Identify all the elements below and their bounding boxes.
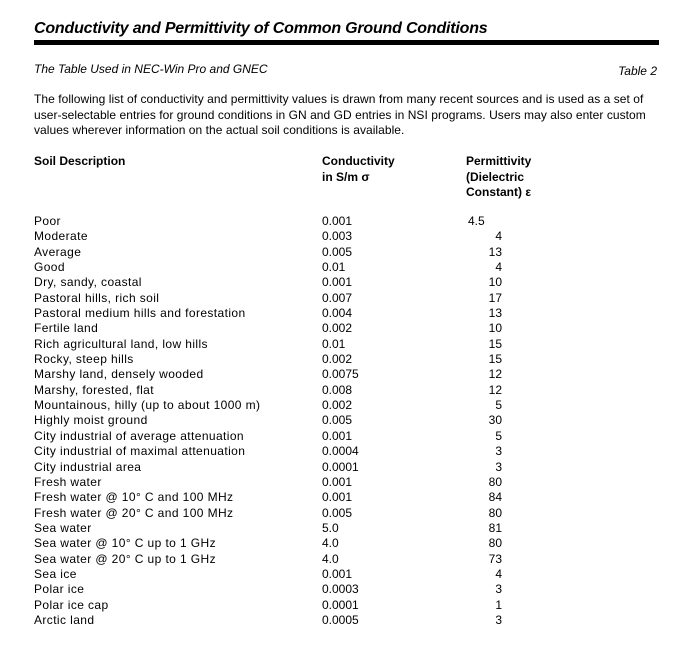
conductivity-cell: 0.003 <box>322 229 353 244</box>
soil-table-body <box>34 214 534 628</box>
soil-description-cell: City industrial of average attenuation <box>34 428 244 443</box>
table-row <box>34 229 534 244</box>
table-row <box>34 214 534 229</box>
soil-description-cell: Sea water @ 10° C up to 1 GHz <box>34 536 216 551</box>
conductivity-cell: 0.001 <box>322 566 353 581</box>
conductivity-cell: 0.01 <box>322 260 346 275</box>
soil-description-cell: Sea water <box>34 520 92 535</box>
soil-description-cell: Fresh water @ 10° C and 100 MHz <box>34 490 234 505</box>
table-row <box>34 490 534 505</box>
table-row <box>34 367 534 382</box>
table-row <box>34 245 534 260</box>
table-row <box>34 260 534 275</box>
permittivity-cell: 80 <box>488 505 502 520</box>
table-row <box>34 413 534 428</box>
conductivity-cell: 0.0004 <box>322 444 359 459</box>
permittivity-cell: 3 <box>495 612 502 627</box>
column-header-description: Soil Description <box>34 154 126 168</box>
soil-description-cell: Dry, sandy, coastal <box>34 275 142 290</box>
permittivity-cell: 17 <box>488 290 502 305</box>
table-row <box>34 460 534 475</box>
document-title: Conductivity and Permittivity of Common Ground Conditions <box>34 20 488 37</box>
table-row <box>34 337 534 352</box>
conductivity-cell: 0.002 <box>322 352 353 367</box>
permittivity-cell: 80 <box>488 474 502 489</box>
permittivity-cell: 4.5 <box>468 214 485 228</box>
conductivity-cell: 0.005 <box>322 244 353 259</box>
permittivity-cell: 1 <box>495 597 502 612</box>
permittivity-cell: 13 <box>488 244 502 259</box>
permittivity-cell: 10 <box>488 275 502 290</box>
conductivity-cell: 0.005 <box>322 505 353 520</box>
permittivity-cell: 4 <box>495 566 502 581</box>
conductivity-cell: 0.001 <box>322 214 353 228</box>
soil-description-cell: Moderate <box>34 229 88 244</box>
conductivity-cell: 0.0003 <box>322 582 359 597</box>
conductivity-cell: 0.001 <box>322 275 353 290</box>
table-row <box>34 552 534 567</box>
soil-description-cell: Poor <box>34 214 61 228</box>
column-header-conductivity: Conductivity in S/m σ <box>322 154 395 184</box>
soil-description-cell: Marshy land, densely wooded <box>34 367 204 382</box>
soil-description-cell: Good <box>34 260 65 275</box>
permittivity-cell: 13 <box>488 306 502 321</box>
conductivity-cell: 0.001 <box>322 490 353 505</box>
intro-paragraph: The following list of conductivity and permittivity values is drawn from many recent sources and is used as a set of user-selectable entries for ground conditions in GN and GD entries in NSI programs. Users may also enter custom values wherever information on the actual soil conditions is available. <box>34 92 646 137</box>
permittivity-cell: 73 <box>488 551 502 566</box>
table-row <box>34 536 534 551</box>
soil-description-cell: Arctic land <box>34 612 95 627</box>
permittivity-cell: 15 <box>488 352 502 367</box>
permittivity-cell: 3 <box>495 582 502 597</box>
soil-description-cell: Pastoral hills, rich soil <box>34 290 160 305</box>
table-row <box>34 383 534 398</box>
table-row <box>34 582 534 597</box>
table-row <box>34 444 534 459</box>
soil-description-cell: Fresh water <box>34 474 102 489</box>
permittivity-cell: 10 <box>488 321 502 336</box>
soil-description-cell: Fresh water @ 20° C and 100 MHz <box>34 505 234 520</box>
table-row <box>34 521 534 536</box>
conductivity-cell: 0.005 <box>322 413 353 428</box>
table-row <box>34 475 534 490</box>
soil-description-cell: Sea ice <box>34 566 77 581</box>
table-row <box>34 352 534 367</box>
soil-description-cell: Mountainous, hilly (up to about 1000 m) <box>34 398 261 413</box>
soil-description-cell: Highly moist ground <box>34 413 148 428</box>
soil-description-cell: Polar ice <box>34 582 85 597</box>
permittivity-cell: 3 <box>495 459 502 474</box>
permittivity-cell: 30 <box>488 413 502 428</box>
conductivity-cell: 0.001 <box>322 474 353 489</box>
soil-description-cell: Rich agricultural land, low hills <box>34 336 208 351</box>
permittivity-cell: 5 <box>495 428 502 443</box>
conductivity-cell: 0.002 <box>322 321 353 336</box>
conductivity-cell: 5.0 <box>322 520 339 535</box>
soil-description-cell: City industrial area <box>34 459 142 474</box>
soil-description-cell: Rocky, steep hills <box>34 352 134 367</box>
soil-description-cell: Average <box>34 244 82 259</box>
column-header-permittivity: Permittivity (Dielectric Constant) ε <box>466 154 532 199</box>
table-row <box>34 291 534 306</box>
table-row <box>34 613 534 628</box>
soil-description-cell: Marshy, forested, flat <box>34 382 154 397</box>
table-row <box>34 398 534 413</box>
conductivity-cell: 4.0 <box>322 536 339 551</box>
conductivity-cell: 0.01 <box>322 336 346 351</box>
title-rule <box>34 40 659 45</box>
table-row <box>34 321 534 336</box>
conductivity-cell: 0.008 <box>322 382 353 397</box>
document-subtitle: The Table Used in NEC-Win Pro and GNEC <box>34 62 268 76</box>
conductivity-cell: 0.0001 <box>322 597 359 612</box>
permittivity-cell: 80 <box>488 536 502 551</box>
permittivity-cell: 4 <box>495 260 502 275</box>
table-row <box>34 275 534 290</box>
soil-description-cell: Pastoral medium hills and forestation <box>34 306 246 321</box>
permittivity-cell: 3 <box>495 444 502 459</box>
table-label: Table 2 <box>618 64 657 78</box>
table-row <box>34 598 534 613</box>
table-row <box>34 506 534 521</box>
conductivity-cell: 0.0075 <box>322 367 359 382</box>
permittivity-cell: 84 <box>488 490 502 505</box>
conductivity-cell: 0.0001 <box>322 459 359 474</box>
table-row <box>34 306 534 321</box>
conductivity-cell: 0.004 <box>322 306 353 321</box>
permittivity-cell: 4 <box>495 229 502 244</box>
permittivity-cell: 12 <box>488 367 502 382</box>
conductivity-cell: 0.007 <box>322 290 353 305</box>
soil-description-cell: City industrial of maximal attenuation <box>34 444 246 459</box>
permittivity-cell: 15 <box>488 336 502 351</box>
table-row <box>34 429 534 444</box>
permittivity-cell: 5 <box>495 398 502 413</box>
table-row <box>34 567 534 582</box>
conductivity-cell: 0.002 <box>322 398 353 413</box>
soil-description-cell: Fertile land <box>34 321 99 336</box>
soil-description-cell: Sea water @ 20° C up to 1 GHz <box>34 551 216 566</box>
conductivity-cell: 0.0005 <box>322 612 359 627</box>
permittivity-cell: 81 <box>488 520 502 535</box>
conductivity-cell: 4.0 <box>322 551 339 566</box>
conductivity-cell: 0.001 <box>322 428 353 443</box>
soil-description-cell: Polar ice cap <box>34 597 109 612</box>
permittivity-cell: 12 <box>488 382 502 397</box>
